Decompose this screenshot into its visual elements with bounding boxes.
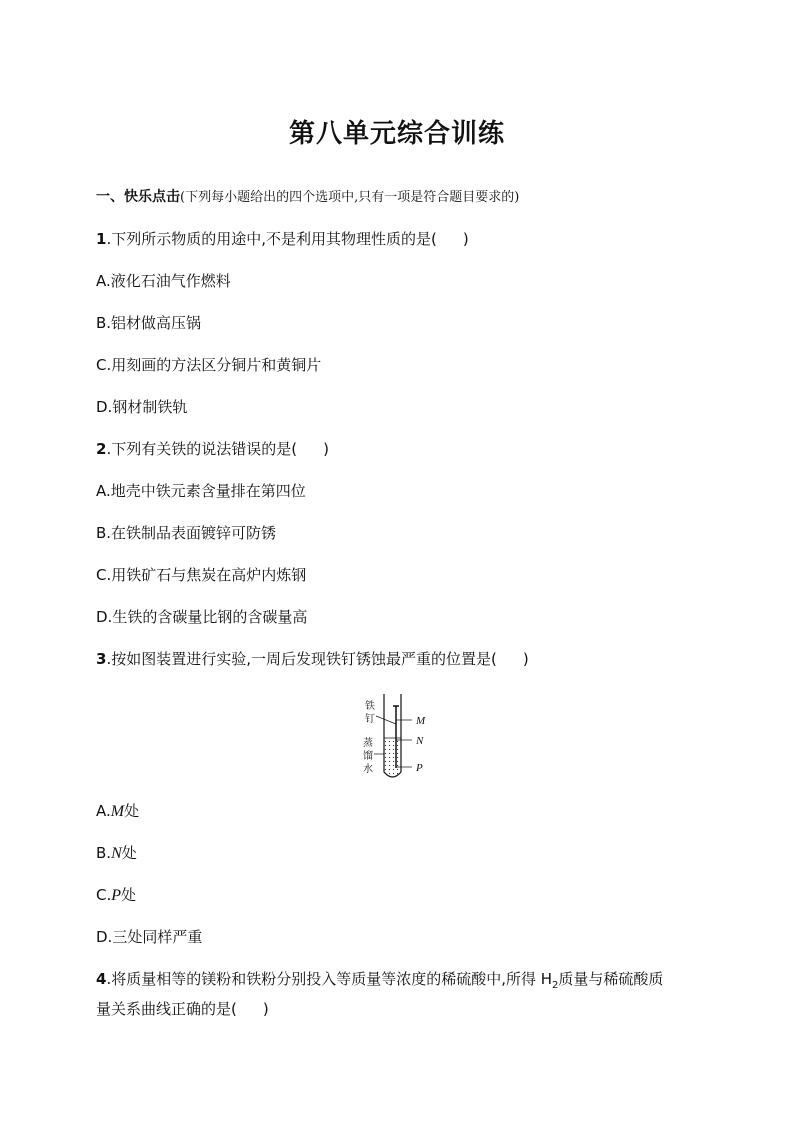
option-prefix: A. [96,802,111,820]
label-water-2: 馏 [363,751,373,762]
question-1 [96,228,469,250]
distilled-water [384,738,401,777]
option-3c [96,884,136,907]
question-text: .按如图装置进行实验,一周后发现铁钉锈蚀最严重的位置是( [106,650,497,668]
option-letter: M [110,803,125,820]
option-prefix: D.三处同样严重 [96,928,203,946]
question-close-paren: ) [323,440,329,458]
option-3b [96,842,137,865]
option-1a: A.液化石油气作燃料 [96,272,231,290]
option-suffix: 处 [124,802,140,820]
option-prefix: B. [96,844,112,862]
question-close-paren: ) [262,1000,269,1018]
nail-leader [376,716,396,724]
section-note: (下列每小题给出的四个选项中,只有一项是符合题目要求的) [180,190,520,205]
option-2b: B.在铁制品表面镀锌可防锈 [96,524,277,542]
question-4 [96,968,663,997]
section-head: 一、快乐点击 [96,189,180,205]
question-text: .下列有关铁的说法错误的是( [106,440,298,458]
option-2a: A.地壳中铁元素含量排在第四位 [96,482,306,500]
question-3 [96,648,529,670]
question-number: 3 [96,650,107,668]
question-close-paren: ) [462,230,469,248]
label-n: N [416,735,424,747]
question-number: 4 [96,970,107,988]
test-tube-figure [360,692,440,782]
option-suffix: 处 [121,886,137,904]
option-2c: C.用铁矿石与焦炭在高炉内炼钢 [96,566,307,584]
question-text: .将质量相等的镁粉和铁粉分别投入等质量等浓度的稀硫酸中,所得 H [106,970,553,988]
section-heading [96,186,519,206]
option-1c: C.用刻画的方法区分铜片和黄铜片 [96,356,322,374]
question-2 [96,438,329,460]
option-3d [96,926,202,948]
option-suffix: 处 [121,844,137,862]
label-m: M [416,715,426,727]
question-text: 量关系曲线正确的是( [96,1000,237,1018]
question-text-cont: 质量与稀硫酸质 [558,970,664,988]
test-tube-diagram [360,692,440,782]
question-close-paren: ) [522,650,529,668]
option-letter: P [111,887,122,904]
option-2d: D.生铁的含碳量比钢的含碳量高 [96,608,308,626]
label-p: P [416,762,423,774]
page-title: 第八单元综合训练 [288,119,505,149]
label-nail-1: 铁 [365,701,375,712]
question-number: 1 [96,230,107,248]
question-text: .下列所示物质的用途中,不是利用其物理性质的是( [106,230,437,248]
question-number: 2 [96,440,107,458]
option-letter: N [111,845,122,862]
label-nail-2: 钉 [365,714,375,725]
subscript: 2 [552,980,559,991]
option-1d: D.钢材制铁轨 [96,398,188,416]
option-prefix: C. [96,886,112,904]
label-water-1: 蒸 [363,738,373,749]
question-4-line2 [96,998,269,1020]
option-3a [96,800,139,823]
label-water-3: 水 [363,764,373,775]
option-1b: B.铝材做高压锅 [96,314,202,332]
